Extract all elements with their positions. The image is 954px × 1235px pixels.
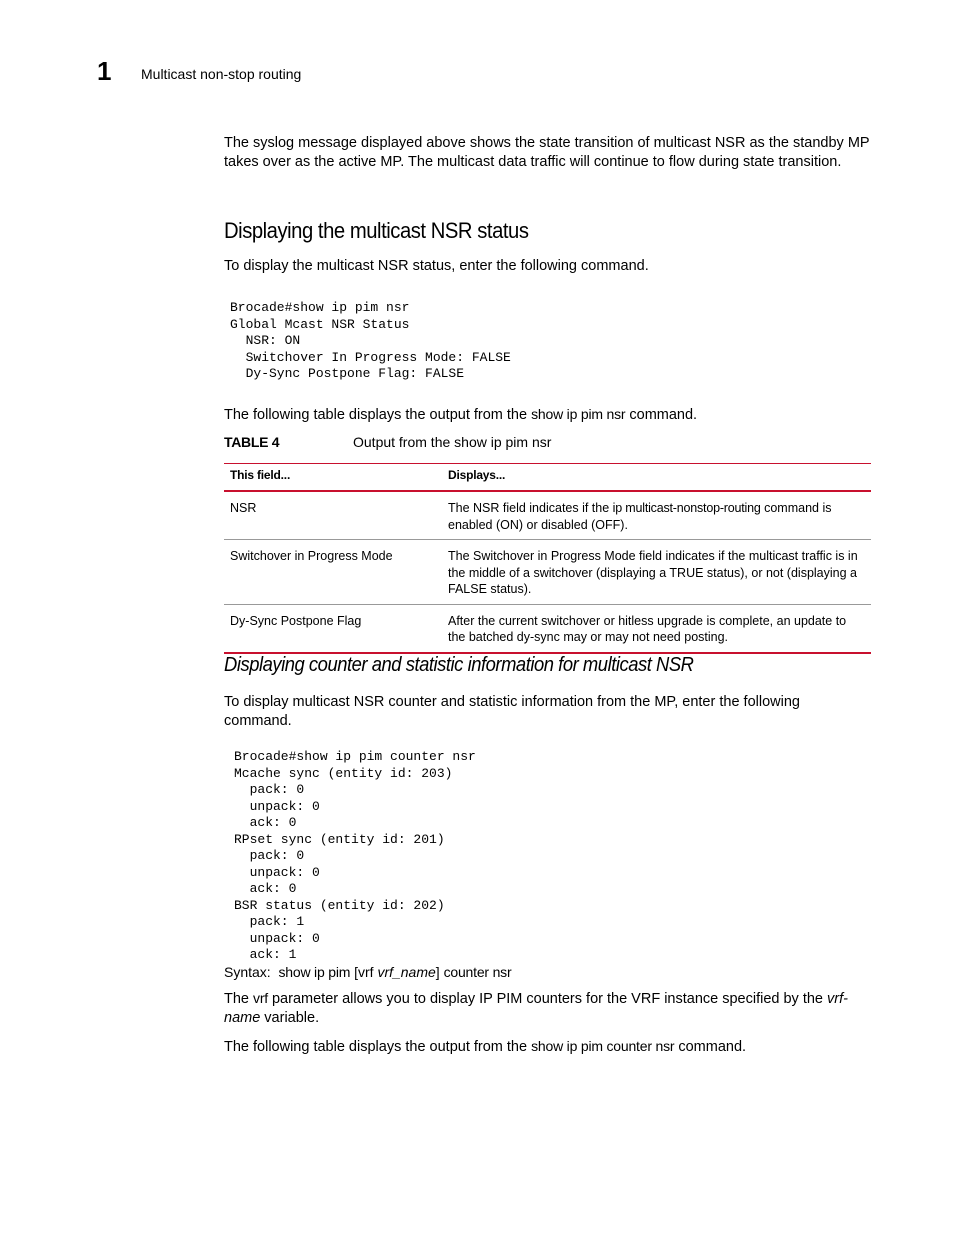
table-header-field: This field... <box>230 468 291 482</box>
syntax-open: [vrf <box>350 964 378 980</box>
vrf-keyword: vrf <box>253 990 268 1006</box>
table-row <box>224 540 871 605</box>
chapter-number: 1 <box>97 56 112 86</box>
section-heading-nsr-status: Displaying the multicast NSR status <box>224 218 529 243</box>
nsr-output-table <box>224 463 871 654</box>
syntax-variable: vrf_name <box>377 964 436 980</box>
vrf-middle: parameter allows you to display IP PIM counters for the VRF instance specified by the <box>267 991 828 1007</box>
table-label: TABLE 4 <box>224 434 280 450</box>
table-cell-field: Switchover in Progress Mode <box>230 549 393 563</box>
table-cell-description: After the current switchover or hitless upgrade is complete, an update to the batched dy-sync may or may not need posting. <box>448 613 847 644</box>
table-intro-text: The following table displays the output from the <box>224 407 532 423</box>
vrf-variable: vrf-name <box>224 991 848 1026</box>
vrf-text: The <box>224 991 254 1007</box>
desc-command: ip multicast-nonstop-routing <box>612 501 761 515</box>
table-row <box>224 604 871 653</box>
vrf-paragraph <box>224 989 871 1028</box>
intro-paragraph: The syslog message displayed above shows the state transition of multicast NSR as the standby MP takes over as the active MP. The multicast data traffic will continue to flow during state transition. <box>224 135 870 170</box>
syntax-close: ] <box>435 964 444 980</box>
final-paragraph <box>224 1037 871 1057</box>
table-intro <box>224 405 871 425</box>
section2-instruction: To display multicast NSR counter and statistic information from the MP, enter the following command. <box>224 694 800 729</box>
table-caption-text: Output from the show ip pim nsr <box>353 434 552 450</box>
final-command: show ip pim counter nsr <box>531 1038 675 1054</box>
table-intro-tail: command. <box>625 407 698 423</box>
table-cell-description <box>442 491 871 540</box>
final-text: The following table displays the output from the <box>224 1039 532 1055</box>
vrf-tail: variable. <box>260 1010 320 1026</box>
table-cell-field: NSR <box>230 501 257 515</box>
chapter-title: Multicast non-stop routing <box>141 66 302 82</box>
desc-tail: command is enabled (ON) or disabled (OFF). <box>448 501 832 532</box>
syntax-command: show ip pim <box>278 964 351 980</box>
table-header-row <box>224 464 871 492</box>
table-caption <box>224 434 871 450</box>
table-header-displays: Displays... <box>448 468 506 482</box>
code-block-show-ip-pim-nsr: Brocade#show ip pim nsr Global Mcast NSR Status NSR: ON Switchover In Progress Mode: FALSE Dy-Sync Postpone Flag: FALSE <box>230 300 511 381</box>
table-row <box>224 491 871 540</box>
desc-text: The NSR field indicates if the <box>448 501 613 515</box>
final-tail: command. <box>674 1039 747 1055</box>
syntax-line <box>224 963 871 982</box>
table-intro-command: show ip pim nsr <box>531 406 626 422</box>
table-cell-field: Dy-Sync Postpone Flag <box>230 613 362 628</box>
syntax-command-tail: counter nsr <box>443 964 512 980</box>
section1-instruction: To display the multicast NSR status, enter the following command. <box>224 258 649 274</box>
code-block-show-ip-pim-counter-nsr: Brocade#show ip pim counter nsr Mcache sync (entity id: 203) pack: 0 unpack: 0 ack: 0 RPset sync (entity id: 201) pack: 0 unpack: 0 ack: 0 BSR status (entity id: 202) pack: 1 unpack: 0 ack: 1 <box>234 749 476 962</box>
syntax-label: Syntax: <box>224 964 271 980</box>
section-heading-counter-statistics: Displaying counter and statistic information for multicast NSR <box>224 654 694 676</box>
table-cell-description: The Switchover in Progress Mode field indicates if the multicast traffic is in the middle of a switchover (displaying a TRUE status), or not (displaying a FALSE status). <box>448 549 858 596</box>
